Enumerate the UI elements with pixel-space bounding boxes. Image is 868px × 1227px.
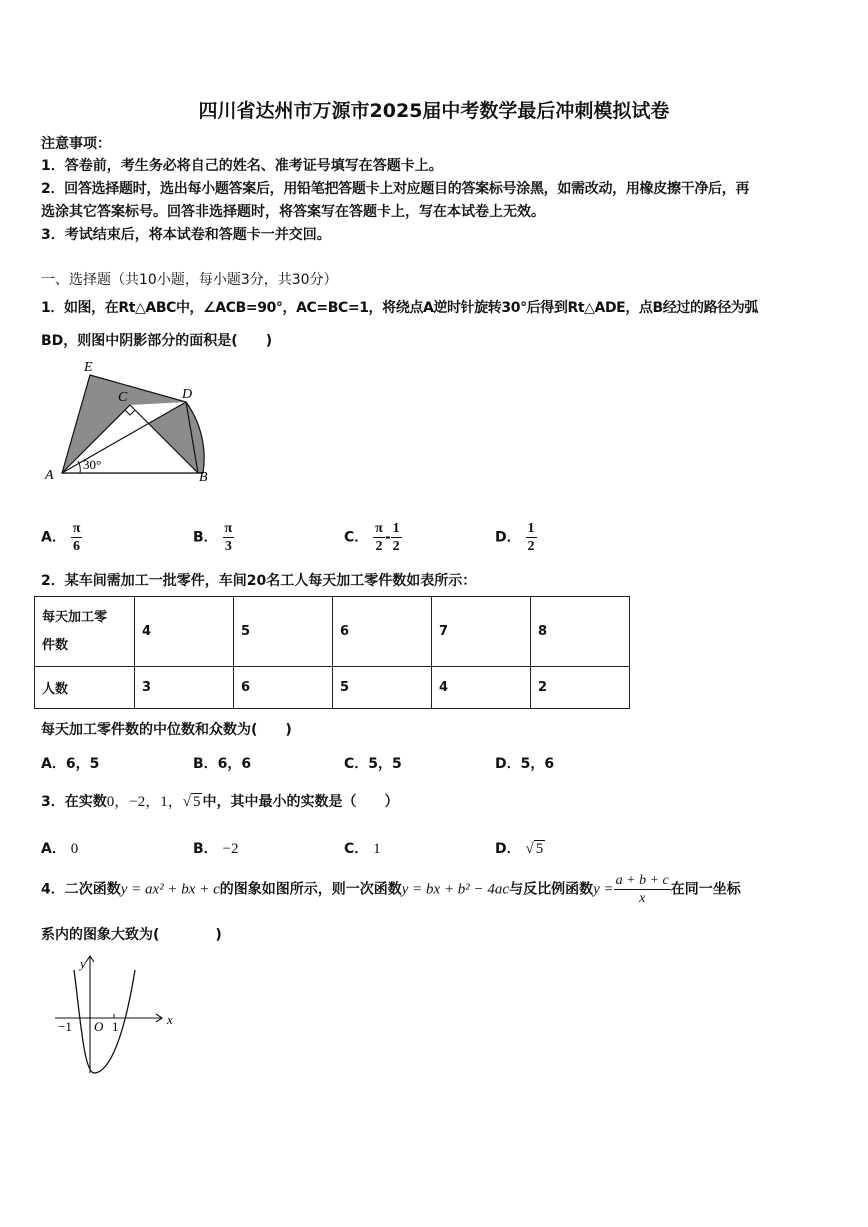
q1-option-a[interactable] <box>41 520 82 555</box>
q3-option-a[interactable]: A． 0 <box>41 841 79 857</box>
q3-option-d[interactable]: D． √ 5 <box>495 841 544 857</box>
q1-option-d[interactable] <box>495 520 537 555</box>
axis-y-label: y <box>80 956 86 971</box>
parabola-curve <box>74 970 135 1073</box>
table-header-cell: 人数 <box>35 667 135 709</box>
page-title: 四川省达州市万源市2025届中考数学最后冲刺模拟试卷 <box>198 100 670 122</box>
label-D: D <box>182 387 193 402</box>
table-cell: 8 <box>531 597 630 667</box>
q4-stem-cont: 系内的图象大致为( ) <box>41 927 222 943</box>
label-A: A <box>45 468 54 483</box>
angle-label: 30° <box>83 457 102 472</box>
axis-x-label: x <box>167 1012 173 1027</box>
data-table <box>34 596 630 709</box>
notice-item-3: 3．考试结束后，将本试卷和答题卡一并交回。 <box>41 227 331 243</box>
q1-stem-cont: BD，则图中阴影部分的面积是( ) <box>41 333 273 349</box>
fraction: $\frac{1}{2}$ <box>392 521 400 554</box>
q4-parabola-graph <box>50 950 185 1080</box>
q4-stem: 4．二次函数y = ax² + bx + c的图象如图所示，则一次函数y = bx + b² − 4ac与反比例函数y = $\frac{a + b + c}{x}$ 在同一坐标 <box>41 873 741 906</box>
table-header-cell: 每天加工零 件数 <box>35 597 135 667</box>
label-C: C <box>118 390 128 405</box>
q1-stem: 1．如图，在Rt△ABC中，∠ACB=90°，AC=BC=1，将绕点A逆时针旋转30°后得到Rt△ADE，点B经过的路径为弧 <box>41 300 759 316</box>
table-row <box>35 597 630 667</box>
fraction: $\frac{\pi}{3}$ <box>224 521 233 554</box>
formula: y = ax² + bx + c <box>120 881 220 898</box>
table-cell: 7 <box>432 597 531 667</box>
table-cell: 6 <box>234 667 333 709</box>
option-label: B． <box>193 529 218 546</box>
q2-option-d[interactable]: D．5，6 <box>495 756 555 772</box>
notice-item-2: 2．回答选择题时，选出每小题答案后，用铅笔把答题卡上对应题目的答案标号涂黑，如需改动，用橡皮擦干净后，再 <box>41 181 750 197</box>
table-cell: 4 <box>432 667 531 709</box>
table-cell: 5 <box>333 667 432 709</box>
formula: y = bx + b² − 4ac <box>401 881 510 898</box>
table-row <box>35 667 630 709</box>
table-cell: 5 <box>234 597 333 667</box>
notice-item-2-cont: 选涂其它答案标号。回答非选择题时，将答案写在答题卡上，写在本试卷上无效。 <box>41 204 545 220</box>
q3-option-b[interactable]: B． −2 <box>193 841 239 857</box>
q1-option-c[interactable]: C． $\frac{\pi}{2}$ - $\frac{1}{2}$ <box>344 521 400 554</box>
option-label: A． <box>41 529 66 546</box>
tick-1: 1 <box>112 1019 119 1034</box>
q1-option-b[interactable] <box>193 520 234 555</box>
option-label: D． <box>495 529 521 546</box>
q2-option-b[interactable]: B．6，6 <box>193 756 252 772</box>
origin-label: O <box>94 1019 104 1034</box>
label-B: B <box>199 470 208 485</box>
q2-option-a[interactable]: A．6，5 <box>41 756 100 772</box>
table-cell: 3 <box>135 667 234 709</box>
q3-stem: 3．在实数0，−2，1，√ 5 中，其中最小的实数是（ ） <box>41 794 399 810</box>
fraction: $\frac{1}{2}$ <box>527 521 535 554</box>
q1-figure <box>40 355 220 490</box>
q2-question: 每天加工零件数的中位数和众数为( ) <box>41 722 292 738</box>
option-label: C． <box>344 529 369 546</box>
table-cell: 2 <box>531 667 630 709</box>
table-cell: 4 <box>135 597 234 667</box>
q2-stem: 2．某车间需加工一批零件，车间20名工人每天加工零件数如表所示： <box>41 573 477 589</box>
tick-neg1: −1 <box>58 1019 72 1034</box>
label-E: E <box>84 360 93 375</box>
notice-item-1: 1．答卷前，考生务必将自己的姓名、准考证号填写在答题卡上。 <box>41 158 443 174</box>
fraction: $\frac{\pi}{6}$ <box>72 521 81 554</box>
fraction: $\frac{a + b + c}{x}$ <box>615 873 669 906</box>
table-cell: 6 <box>333 597 432 667</box>
fraction: $\frac{\pi}{2}$ <box>375 521 383 554</box>
q2-option-c[interactable]: C．5，5 <box>344 756 402 772</box>
notice-heading: 注意事项： <box>41 136 111 152</box>
section-heading: 一、选择题（共10小题，每小题3分，共30分） <box>41 272 338 288</box>
q3-option-c[interactable]: C． 1 <box>344 841 381 857</box>
